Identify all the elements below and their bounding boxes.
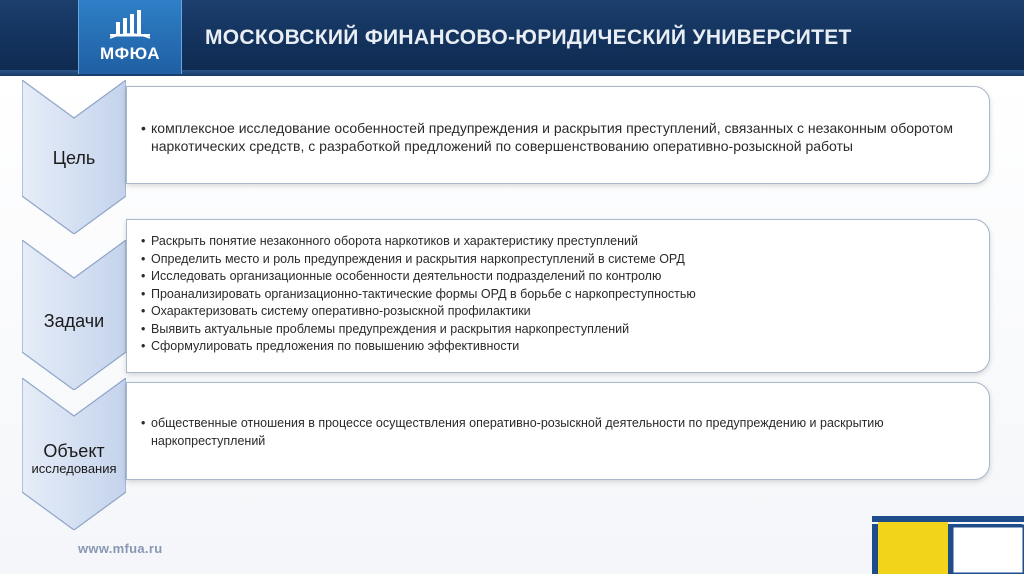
website-link[interactable]: www.mfua.ru — [78, 541, 163, 556]
task-item: • Проанализировать организационно-тактические формы ОРД в борьбе с наркопреступностью — [141, 286, 969, 304]
task-item: • Выявить актуальные проблемы предупреждения и раскрытия наркопреступлений — [141, 321, 969, 339]
task-item: • Сформулировать предложения по повышению эффективности — [141, 338, 969, 356]
object-box — [126, 382, 990, 480]
tasks-label: Задачи — [43, 311, 105, 331]
object-item: • общественные отношения в процессе осуществления оперативно-розыскной деятельности по предупреждению и раскрытию наркопреступлений — [141, 415, 969, 450]
logo-text: МФЮА — [99, 44, 161, 63]
university-title: МОСКОВСКИЙ ФИНАНСОВО-ЮРИДИЧЕСКИЙ УНИВЕРСИТЕТ — [205, 26, 852, 49]
goal-label: Цель — [52, 148, 96, 168]
header-bar — [0, 0, 1024, 76]
object-label-line2: исследования — [31, 461, 117, 476]
goal-item: • комплексное исследование особенностей предупреждения и раскрытия преступлений, связанных с незаконным оборотом наркотических средств, с разработкой предложений по совершенствованию оперативно-розыскной работы — [141, 119, 969, 155]
task-item: • Определить место и роль предупреждения и раскрытия наркопреступлений в системе ОРД — [141, 251, 969, 269]
tasks-box — [126, 219, 990, 373]
task-item: • Исследовать организационные особенности деятельности подразделений по контролю — [141, 268, 969, 286]
object-label-line1: Объект — [43, 441, 105, 461]
university-logo — [78, 0, 182, 74]
task-item: • Охарактеризовать систему оперативно-розыскной профилактики — [141, 303, 969, 321]
task-item: • Раскрыть понятие незаконного оборота наркотиков и характеристику преступлений — [141, 233, 969, 251]
corner-decoration — [872, 516, 1024, 574]
goal-box — [126, 86, 990, 184]
building-columns-icon — [108, 8, 152, 42]
